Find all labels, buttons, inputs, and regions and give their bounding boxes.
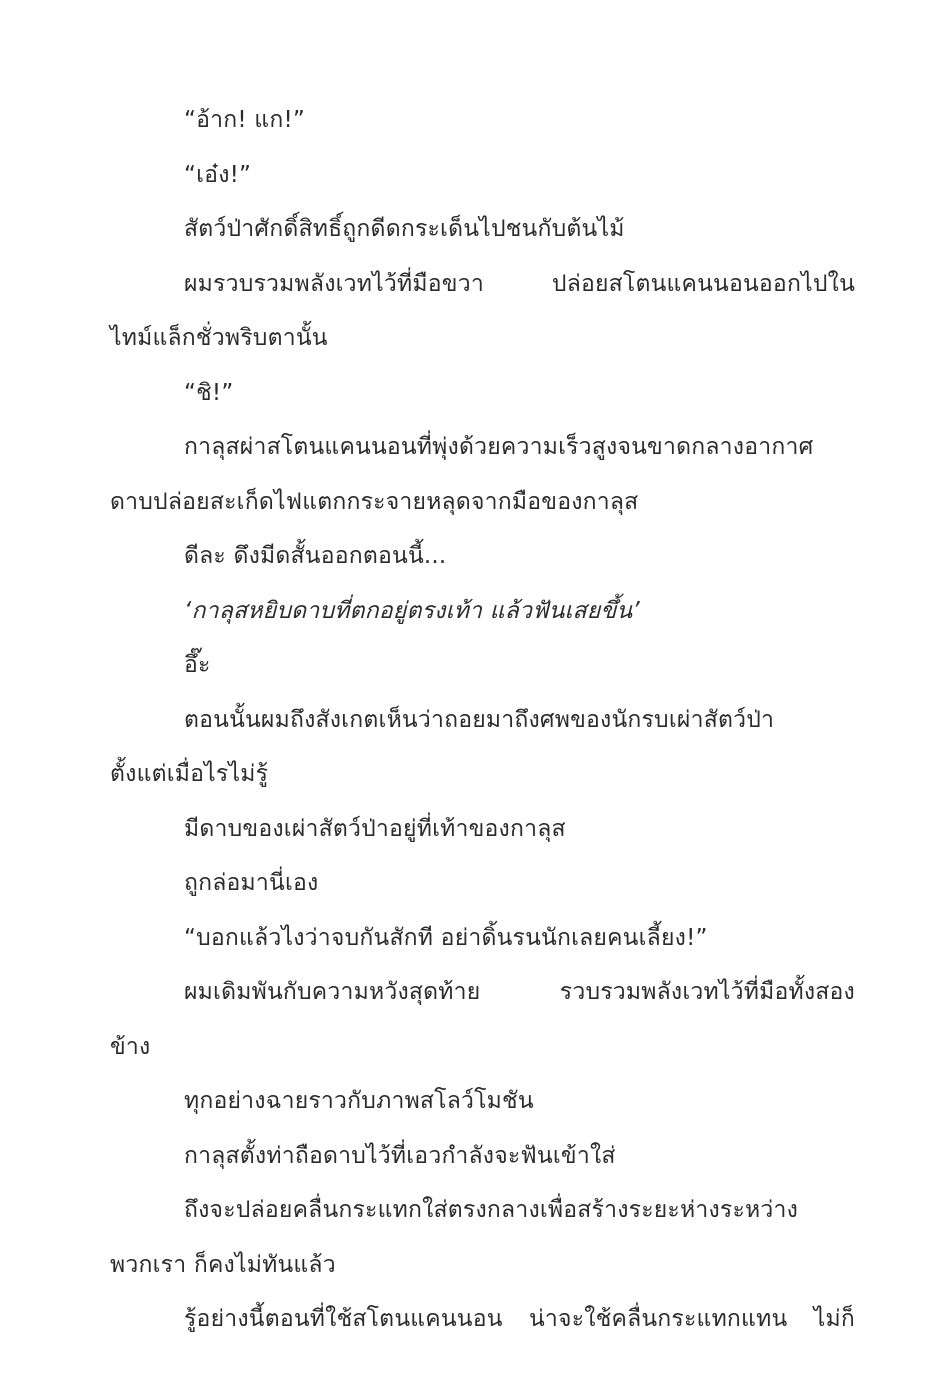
text-line-21: ถึงจะปล่อยคลื่นกระแทกใส่ตรงกลางเพื่อสร้างระยะห่างระหว่าง xyxy=(184,1197,799,1223)
text-line-6: “ชิ!” xyxy=(184,379,234,406)
text-line-2: “เอ๋ง!” xyxy=(184,161,252,188)
text-line-11: อึ๊ะ xyxy=(184,652,211,678)
text-line-22: พวกเรา ก็คงไม่ทันแล้ว xyxy=(110,1251,336,1278)
text-line-5: ไทม์แล็กชั่วพริบตานั้น xyxy=(110,325,328,351)
text-line-12: ตอนนั้นผมถึงสังเกตเห็นว่าถอยมาถึงศพของนักรบเผ่าสัตว์ป่า xyxy=(184,706,775,733)
text-line-23: รู้อย่างนี้ตอนที่ใช้สโตนแคนนอน น่าจะใช้คลื่นกระแทกแทน ไม่ก็ xyxy=(184,1306,855,1332)
text-line-17: ผมเดิมพันกับความหวังสุดท้าย รวบรวมพลังเวทไว้ที่มือทั้งสอง xyxy=(184,979,855,1005)
text-line-13: ตั้งแต่เมื่อไรไม่รู้ xyxy=(110,761,269,787)
text-line-15: ถูกล่อมานี่เอง xyxy=(184,870,319,896)
text-line-20: กาลุสตั้งท่าถือดาบไว้ที่เอวกำลังจะฟันเข้าใส่ xyxy=(184,1142,616,1169)
text-line-16: “บอกแล้วไงว่าจบกันสักที อย่าดิ้นรนนักเลยคนเลี้ยง!” xyxy=(184,924,708,951)
text-line-1: “อ้าก! แก!” xyxy=(184,107,305,133)
text-line-4: ผมรวบรวมพลังเวทไว้ที่มือขวา ปล่อยสโตนแคนนอนออกไปใน xyxy=(184,270,855,297)
text-line-7: กาลุสผ่าสโตนแคนนอนที่พุ่งด้วยความเร็วสูงจนขาดกลางอากาศ xyxy=(184,434,814,460)
text-line-10: ‘กาลุสหยิบดาบที่ตกอยู่ตรงเท้า แล้วฟันเสยขึ้น’ xyxy=(184,597,640,624)
text-line-3: สัตว์ป่าศักดิ์สิทธิ์ถูกดีดกระเด็นไปชนกับต้นไม้ xyxy=(184,216,625,242)
text-line-19: ทุกอย่างฉายราวกับภาพสโลว์โมชัน xyxy=(184,1088,534,1114)
text-line-14: มีดาบของเผ่าสัตว์ป่าอยู่ที่เท้าของกาลุส xyxy=(184,815,566,842)
text-line-8: ดาบปล่อยสะเก็ดไฟแตกกระจายหลุดจากมือของกาลุส xyxy=(110,488,639,515)
text-line-18: ข้าง xyxy=(110,1033,151,1060)
page-body-text xyxy=(110,93,855,1347)
text-line-9: ดีละ ดึงมีดสั้นออกตอนนี้... xyxy=(184,543,447,569)
